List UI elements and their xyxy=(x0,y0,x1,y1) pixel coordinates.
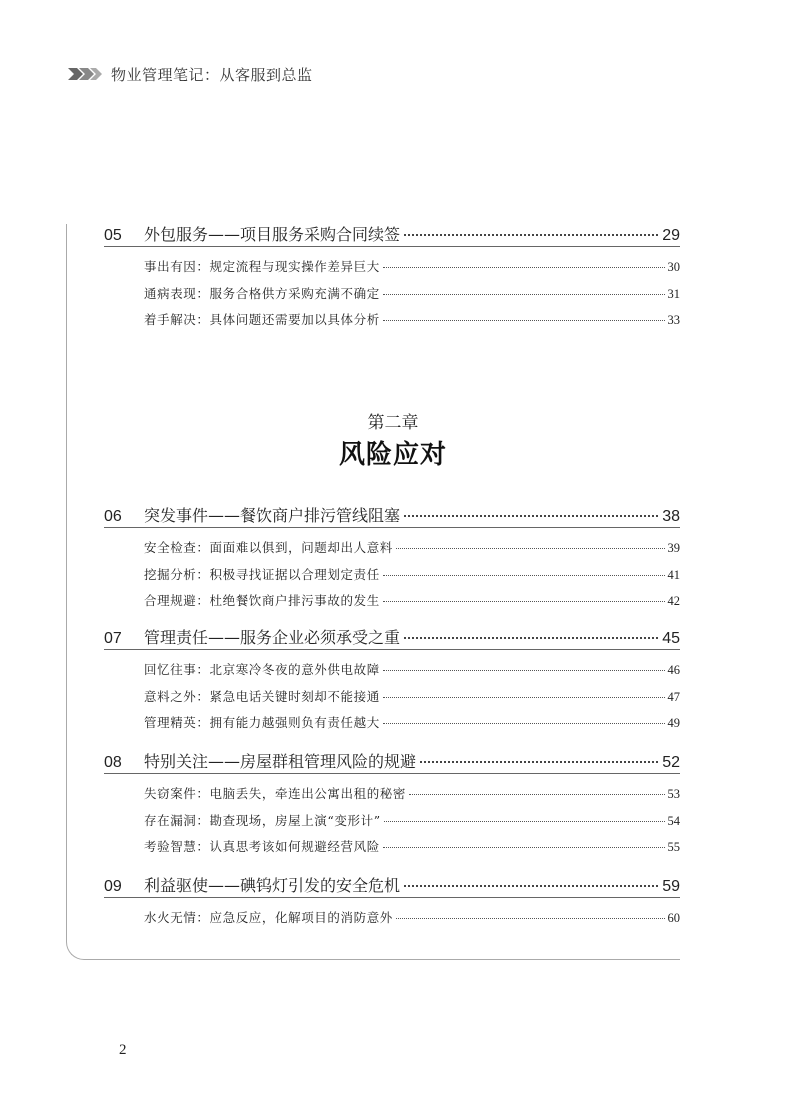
section-number: 08 xyxy=(104,754,122,771)
toc-section-row[interactable] xyxy=(104,503,680,526)
dot-leader xyxy=(396,548,665,549)
subsection-title: 考验智慧：认真思考该如何规避经营风险 xyxy=(144,839,380,854)
section-number: 07 xyxy=(104,630,122,647)
section-rule xyxy=(104,246,680,247)
subsection-page-number: 31 xyxy=(667,286,680,301)
subsection-title: 着手解决：具体问题还需要加以具体分析 xyxy=(144,312,380,327)
toc-subsection-row[interactable] xyxy=(144,591,680,609)
dot-leader xyxy=(404,234,658,236)
toc-subsection-row[interactable] xyxy=(144,908,680,926)
dot-leader xyxy=(383,697,665,698)
book-title: 物业管理笔记：从客服到总监 xyxy=(111,65,313,84)
dot-leader xyxy=(383,847,665,848)
dot-leader xyxy=(383,320,665,321)
subsection-page-number: 33 xyxy=(667,313,680,327)
chapter-title: 风险应对 xyxy=(338,440,447,470)
toc-subsection-row[interactable] xyxy=(144,713,680,731)
section-page-number: 45 xyxy=(662,630,680,647)
chapter-label: 第二章 xyxy=(367,413,419,433)
subsection-title: 意料之外：紧急电话关键时刻却不能接通 xyxy=(144,688,380,704)
subsection-title: 管理精英：拥有能力越强则负有责任越大 xyxy=(144,715,380,730)
dot-leader xyxy=(383,294,665,295)
subsection-title: 挖掘分析：积极寻找证据以合理划定责任 xyxy=(144,566,380,582)
section-rule xyxy=(104,773,680,774)
section-title: 管理责任——服务企业必须承受之重 xyxy=(144,628,401,647)
dot-leader xyxy=(383,670,665,671)
double-chevron-icon xyxy=(68,68,102,80)
dot-leader xyxy=(384,821,665,822)
subsection-page-number: 54 xyxy=(667,813,680,828)
dot-leader xyxy=(404,515,658,517)
section-title: 突发事件——餐饮商户排污管线阻塞 xyxy=(144,506,401,525)
subsection-page-number: 53 xyxy=(667,787,680,801)
section-number: 05 xyxy=(104,227,122,244)
subsection-title: 通病表现：服务合格供方采购充满不确定 xyxy=(144,285,380,301)
subsection-title: 合理规避：杜绝餐饮商户排污事故的发生 xyxy=(144,593,380,608)
toc-subsection-row[interactable] xyxy=(144,284,680,302)
subsection-title: 存在漏洞：勘查现场，房屋上演“变形计” xyxy=(144,812,381,828)
subsection-page-number: 42 xyxy=(667,594,680,608)
dot-leader xyxy=(420,761,658,763)
section-page-number: 59 xyxy=(662,878,680,895)
subsection-page-number: 46 xyxy=(667,663,680,677)
dot-leader xyxy=(383,723,665,724)
toc-section-row[interactable] xyxy=(104,873,680,896)
dot-leader xyxy=(383,575,665,576)
subsection-page-number: 47 xyxy=(667,689,680,704)
section-page-number: 38 xyxy=(662,508,680,525)
subsection-title: 水火无情：应急反应，化解项目的消防意外 xyxy=(144,910,393,925)
section-number: 09 xyxy=(104,878,122,895)
subsection-page-number: 49 xyxy=(667,716,680,730)
dot-leader xyxy=(404,885,658,887)
section-title: 利益驱使——碘钨灯引发的安全危机 xyxy=(144,876,401,895)
toc-subsection-row[interactable] xyxy=(144,837,680,855)
running-header xyxy=(68,62,313,86)
section-rule xyxy=(104,527,680,528)
section-title: 外包服务——项目服务采购合同续签 xyxy=(144,225,401,244)
subsection-page-number: 30 xyxy=(667,260,680,274)
section-page-number: 29 xyxy=(662,227,680,244)
section-page-number: 52 xyxy=(662,754,680,771)
subsection-page-number: 39 xyxy=(667,541,680,555)
toc-subsection-row[interactable] xyxy=(144,687,680,705)
toc-section-row[interactable] xyxy=(104,625,680,648)
subsection-title: 回忆往事：北京寒冷冬夜的意外供电故障 xyxy=(144,662,380,677)
subsection-page-number: 55 xyxy=(667,840,680,854)
toc-subsection-row[interactable] xyxy=(144,257,680,275)
toc-subsection-row[interactable] xyxy=(144,784,680,802)
subsection-page-number: 60 xyxy=(667,911,680,925)
toc-section-row[interactable] xyxy=(104,222,680,245)
section-rule xyxy=(104,897,680,898)
section-rule xyxy=(104,649,680,650)
dot-leader xyxy=(404,637,658,639)
dot-leader xyxy=(383,267,665,268)
subsection-page-number: 41 xyxy=(667,567,680,582)
toc-section-row[interactable] xyxy=(104,749,680,772)
section-number: 06 xyxy=(104,508,122,525)
toc-subsection-row[interactable] xyxy=(144,811,680,829)
toc-subsection-row[interactable] xyxy=(144,538,680,556)
toc-subsection-row[interactable] xyxy=(144,310,680,328)
dot-leader xyxy=(396,918,665,919)
toc-subsection-row[interactable] xyxy=(144,660,680,678)
toc-subsection-row[interactable] xyxy=(144,565,680,583)
subsection-title: 失窃案件：电脑丢失，牵连出公寓出租的秘密 xyxy=(144,786,407,801)
subsection-title: 安全检查：面面难以俱到，问题却出人意料 xyxy=(144,540,393,555)
dot-leader xyxy=(383,601,665,602)
dot-leader xyxy=(409,794,664,795)
page-number: 2 xyxy=(119,1042,127,1058)
section-title: 特别关注——房屋群租管理风险的规避 xyxy=(144,752,417,771)
subsection-title: 事出有因：规定流程与现实操作差异巨大 xyxy=(144,259,380,274)
